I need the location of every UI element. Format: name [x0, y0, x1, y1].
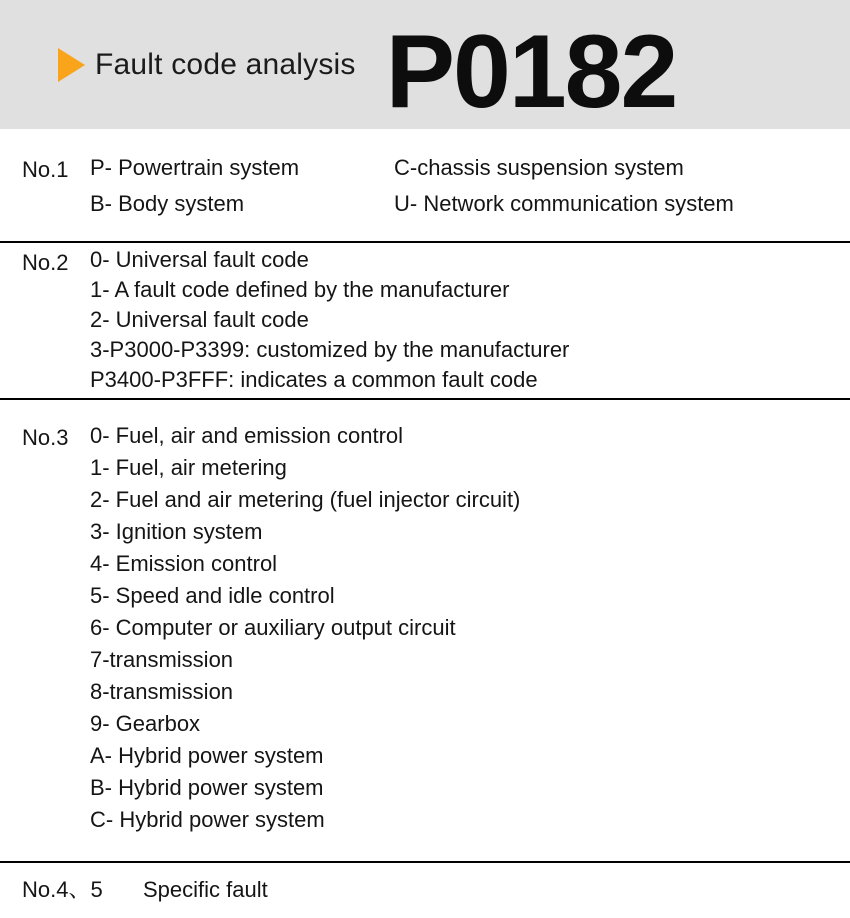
separator-line	[0, 861, 850, 863]
separator-line	[0, 398, 850, 400]
list-item: 2- Universal fault code	[90, 307, 309, 332]
list-item: 3-P3000-P3399: customized by the manufacturer	[90, 337, 570, 362]
section-label: No.2	[22, 250, 69, 275]
list-item: A- Hybrid power system	[90, 743, 324, 768]
section-label: No.1	[22, 157, 69, 182]
list-item: U- Network communication system	[394, 191, 734, 216]
list-item: 0- Universal fault code	[90, 247, 309, 272]
separator-line	[0, 241, 850, 243]
list-item: 9- Gearbox	[90, 711, 201, 736]
list-item: P3400-P3FFF: indicates a common fault code	[90, 367, 538, 392]
section-no2	[22, 245, 569, 395]
list-item: 5- Speed and idle control	[90, 583, 335, 608]
section-label: No.4、5	[22, 877, 103, 902]
list-item: 4- Emission control	[90, 551, 278, 576]
digit3-meaning-list	[90, 420, 520, 836]
section-label: No.3	[22, 425, 69, 450]
section-no4-5	[22, 874, 268, 906]
list-item: 1- Fuel, air metering	[90, 455, 287, 480]
page-title: Fault code analysis	[95, 47, 356, 81]
list-item: 0- Fuel, air and emission control	[90, 423, 404, 448]
list-item: 6- Computer or auxiliary output circuit	[90, 615, 456, 640]
list-item: 7-transmission	[90, 647, 234, 672]
fault-code-value: P0182	[385, 13, 677, 130]
list-item: P- Powertrain system	[90, 155, 300, 180]
list-item: 3- Ignition system	[90, 519, 263, 544]
list-item: 2- Fuel and air metering (fuel injector circuit)	[90, 487, 521, 512]
section-text: Specific fault	[143, 877, 268, 902]
letter-system-grid	[90, 150, 734, 222]
header	[0, 0, 850, 129]
list-item: B- Body system	[90, 191, 245, 216]
list-item: C- Hybrid power system	[90, 807, 325, 832]
digit2-meaning-list	[90, 245, 569, 395]
list-item: 8-transmission	[90, 679, 234, 704]
list-item: B- Hybrid power system	[90, 775, 324, 800]
section-no3	[22, 420, 520, 836]
right-triangle-icon	[58, 48, 85, 82]
section-no1	[22, 150, 734, 222]
list-item: C-chassis suspension system	[394, 155, 684, 180]
list-item: 1- A fault code defined by the manufacturer	[90, 277, 510, 302]
